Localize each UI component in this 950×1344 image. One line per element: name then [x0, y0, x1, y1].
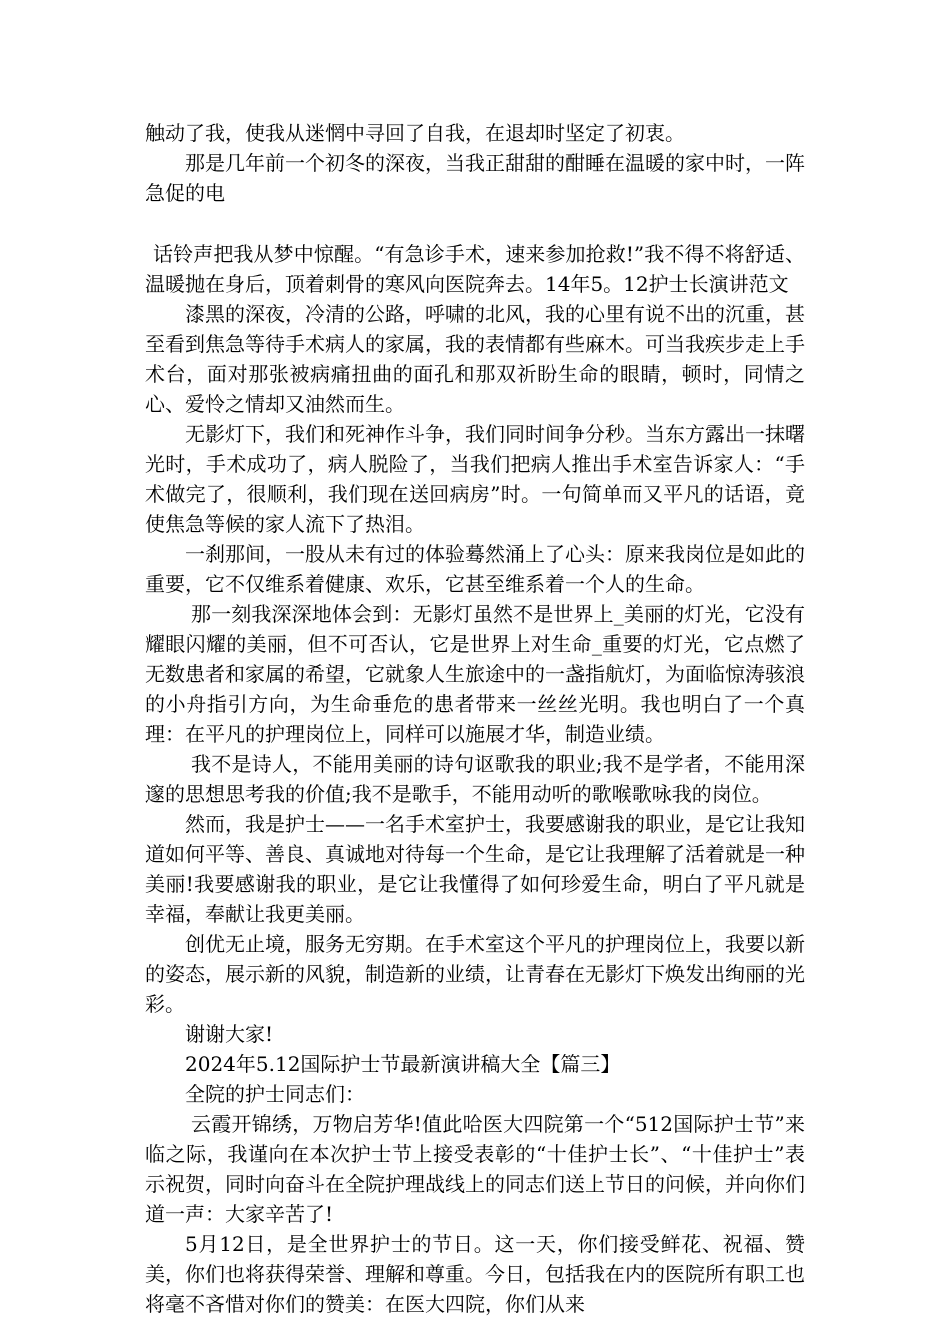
section-heading: 2024年5.12国际护士节最新演讲稿大全【篇三】 [185, 1052, 621, 1076]
paragraph-5: 无影灯下，我们和死神作斗争，我们同时间争分秒。当东方露出一抹曙光时，手术成功了，病人脱险了，当我们把病人推出手术室告诉家人：“手术做完了，很顺利，我们现在送回病房”时。一句简单而又平凡的话语，竟使焦急等候的家人流下了热泪。 [145, 422, 805, 536]
paragraph-7: 那一刻我深深地体会到：无影灯虽然不是世界上_美丽的灯光，它没有耀眼闪耀的美丽，但不可否认，它是世界上对生命_重要的灯光，它点燃了无数患者和家属的希望，它就象人生旅途中的一盏指航灯，为面临惊涛骇浪的小舟指引方向，为生命垂危的患者带来一丝丝光明。我也明白了一个真理：在平凡的护理岗位上，同样可以施展才华，制造业绩。 [145, 602, 805, 746]
paragraph-15: 5月12日，是全世界护士的节日。这一天，你们接受鲜花、祝福、赞美，你们也将获得荣誉、理解和尊重。今日，包括我在内的医院所有职工也将毫不吝惜对你们的赞美：在医大四院，你们从来 [145, 1232, 805, 1316]
paragraph-gap [145, 208, 805, 239]
paragraph-2: 那是几年前一个初冬的深夜，当我正甜甜的酣睡在温暖的家中时，一阵急促的电 [145, 151, 805, 205]
paragraph-3: 话铃声把我从梦中惊醒。“有急诊手术，速来参加抢救!”我不得不将舒适、温暖抛在身后，顶着刺骨的寒风向医院奔去。14年5。12护士长演讲范文 [145, 242, 805, 296]
closing-thanks: 谢谢大家! [185, 1022, 274, 1046]
paragraph-4: 漆黑的深夜，冷清的公路，呼啸的北风，我的心里有说不出的沉重，甚至看到焦急等待手术病人的家属，我的表情都有些麻木。可当我疾步走上手术台，面对那张被病痛扭曲的面孔和那双祈盼生命的眼睛，顿时，同情之心、爱怜之情却又油然而生。 [145, 302, 805, 416]
paragraph-8: 我不是诗人，不能用美丽的诗句讴歌我的职业;我不是学者，不能用深邃的思想思考我的价值;我不是歌手，不能用动听的歌喉歌咏我的岗位。 [145, 752, 805, 806]
paragraph-9: 然而，我是护士——一名手术室护士，我要感谢我的职业，是它让我知道如何平等、善良、真诚地对待每一个生命，是它让我理解了活着就是一种美丽!我要感谢我的职业，是它让我懂得了如何珍爱生命，明白了平凡就是幸福，奉献让我更美丽。 [145, 812, 805, 926]
salutation: 全院的护士同志们： [185, 1082, 365, 1106]
paragraph-6: 一刹那间，一股从未有过的体验蓦然涌上了心头：原来我岗位是如此的重要，它不仅维系着健康、欢乐，它甚至维系着一个人的生命。 [145, 542, 805, 596]
paragraph-14: 云霞开锦绣，万物启芳华!值此哈医大四院第一个“512国际护士节”来临之际，我谨向在本次护士节上接受表彰的“十佳护士长”、“十佳护士”表示祝贺，同时向奋斗在全院护理战线上的同志们送上节日的问候，并向你们道一声：大家辛苦了! [145, 1112, 805, 1226]
document-body [145, 118, 805, 1319]
paragraph-1: 触动了我，使我从迷惘中寻回了自我，在退却时坚定了初衷。 [145, 121, 685, 145]
paragraph-10: 创优无止境，服务无穷期。在手术室这个平凡的护理岗位上，我要以新的姿态，展示新的风貌，制造新的业绩，让青春在无影灯下焕发出绚丽的光彩。 [145, 932, 805, 1016]
